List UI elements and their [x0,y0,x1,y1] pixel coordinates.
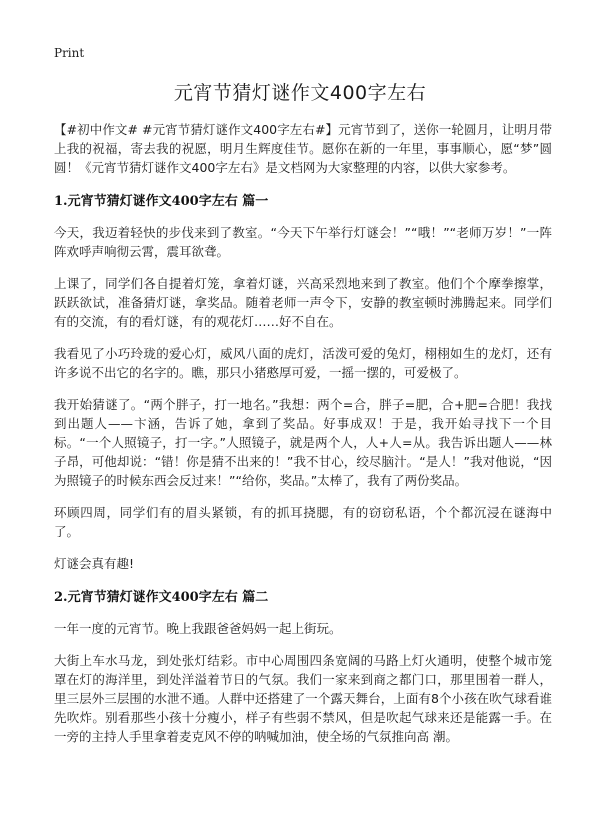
document-body [54,120,552,759]
paragraph: 大街上车水马龙，到处张灯结彩。市中心周围四条宽阔的马路上灯火通明，使整个城市笼罩在灯的海洋里，到处洋溢着节日的气氛。我们一家来到商之都门口，那里围着一群人，里三层外三层围的水泄不通。人群中还搭建了一个露天舞台，上面有8个小孩在吹气球看谁先吹炸。别看那些小孩十分瘦小，样子有些弱不禁风，但是吹起气球来还是能露一手。在一旁的主持人手里拿着麦克风不停的呐喊加油，使全场的气氛推向高 潮。 [54,653,552,744]
paragraph: 环顾四周，同学们有的眉头紧锁，有的抓耳挠腮，有的窃窃私语，个个都沉浸在谜海中了。 [54,505,552,539]
paragraph: 我开始猜谜了。“两个胖子，打一地名。”我想：两个=合，胖子=肥，合+肥=合肥！我找到出题人——卞涵，告诉了她，拿到了奖品。好事成双！于是，我开始寻找下一个目标。“一个人照镜子，打一字。”人照镜子，就是两个人，人+人=从。我告诉出题人——林子昂，可他却说：“错！你是猜不出来的！”我不甘心，绞尽脑汁。“是人！”我对他说，“因为照镜子的时候东西会反过来！”“给你，奖品。”太棒了，我有了两份奖品。 [54,397,552,488]
section-heading-1: 1.元宵节猜灯谜作文400字左右 篇一 [54,194,269,209]
intro-paragraph: 【#初中作文# #元宵节猜灯谜作文400字左右#】元宵节到了，送你一轮圆月，让明月带上我的祝福，寄去我的祝愿，明月生辉度佳节。愿你在新的一年里，事事顺心，愿“梦”圆圆！《元宵节猜灯谜作文400字左右》是文档网为大家整理的内容，以供大家参考。 [54,122,552,175]
print-link[interactable]: Print [54,46,85,60]
paragraph: 上课了，同学们各自提着灯笼，拿着灯谜，兴高采烈地来到了教室。他们个个摩拳擦掌，跃跃欲试，准备猜灯谜，拿奖品。随着老师一声令下，安静的教室顿时沸腾起来。同学们有的交流，有的看灯谜，有的观花灯……好不自在。 [54,276,552,329]
section-heading-2: 2.元宵节猜灯谜作文400字左右 篇二 [54,590,269,605]
document-title: 元宵节猜灯谜作文400字左右 [173,82,427,104]
paragraph: 一年一度的元宵节。晚上我跟爸爸妈妈一起上街玩。 [54,621,342,636]
paragraph: 今天，我迈着轻快的步伐来到了教室。“今天下午举行灯谜会！”“哦！”“老师万岁！”一阵阵欢呼声响彻云霄，震耳欲聋。 [54,225,552,259]
paragraph: 灯谜会真有趣! [54,556,135,571]
paragraph: 我看见了小巧玲珑的爱心灯，威风八面的虎灯，活泼可爱的兔灯，栩栩如生的龙灯，还有许多说不出它的名字的。瞧，那只小猪憨厚可爱，一摇一摆的，可爱极了。 [54,346,552,380]
